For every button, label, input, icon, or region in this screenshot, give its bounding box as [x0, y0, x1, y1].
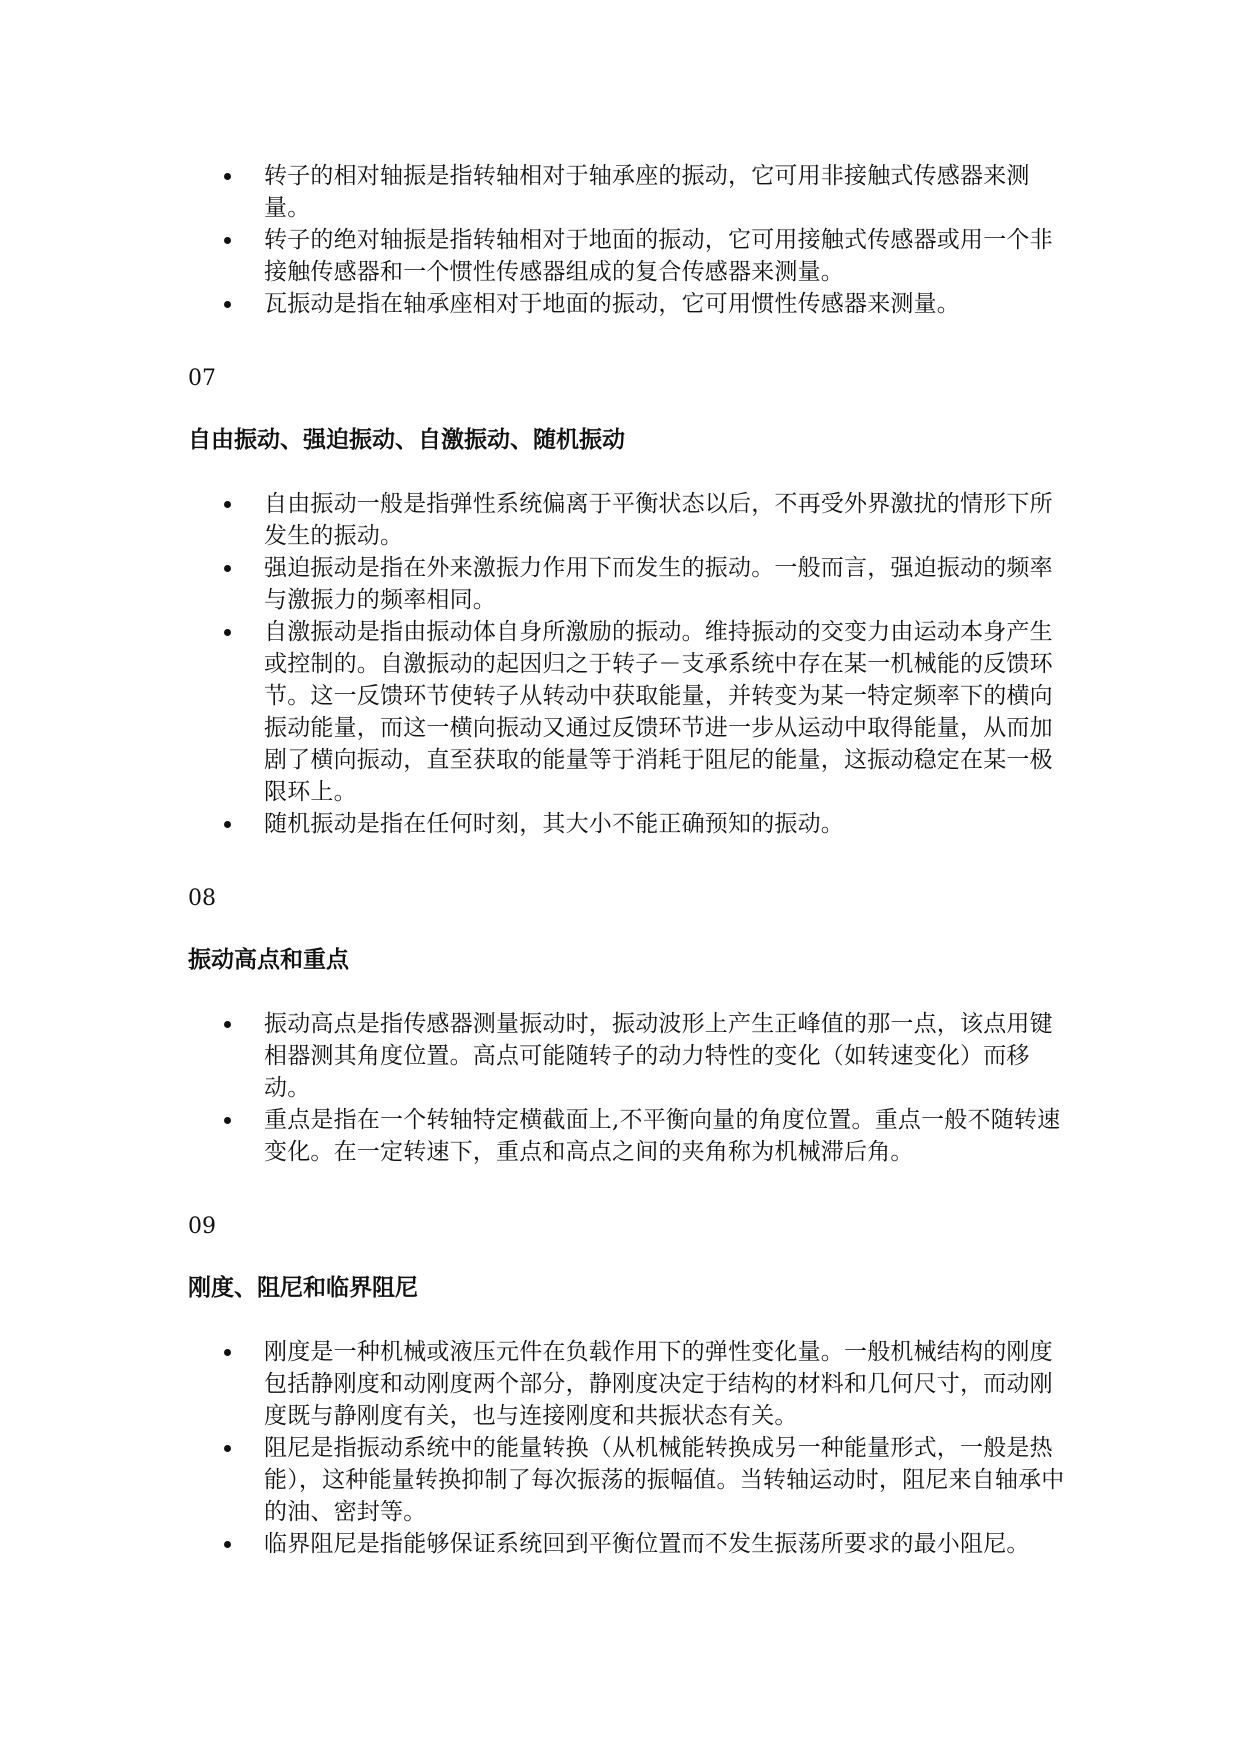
bullet-icon — [224, 1541, 231, 1548]
list-item — [188, 1336, 1068, 1432]
bullet-icon — [224, 1349, 231, 1356]
list-item-text: 强迫振动是指在外来激振力作用下而发生的振动。一般而言，强迫振动的频率与激振力的频率相同。 — [264, 555, 1053, 613]
bullet-icon — [224, 629, 231, 636]
list-item-text: 转子的相对轴振是指转轴相对于轴承座的振动，它可用非接触式传感器来测量。 — [264, 163, 1030, 221]
list-item-text: 瓦振动是指在轴承座相对于地面的振动，它可用惯性传感器来测量。 — [264, 291, 960, 317]
bullet-icon — [224, 821, 231, 828]
list-item-text: 阻尼是指振动系统中的能量转换（从机械能转换成另一种能量形式，一般是热能），这种能量转换抑制了每次振荡的振幅值。当转轴运动时，阻尼来自轴承中的油、密封等。 — [264, 1435, 1065, 1525]
list-item-text: 随机振动是指在任何时刻，其大小不能正确预知的振动。 — [264, 811, 844, 837]
list-item-text: 刚度是一种机械或液压元件在负载作用下的弹性变化量。一般机械结构的刚度包括静刚度和动刚度两个部分，静刚度决定于结构的材料和几何尺寸，而动刚度既与静刚度有关，也与连接刚度和共振状态有关。 — [264, 1339, 1053, 1429]
bullet-icon — [224, 1445, 231, 1452]
section-bullet-list — [188, 1336, 1068, 1560]
section-heading: 刚度、阻尼和临界阻尼 — [188, 1275, 418, 1301]
list-item — [188, 552, 1068, 616]
list-item — [188, 1104, 1068, 1168]
list-item-text: 自由振动一般是指弹性系统偏离于平衡状态以后，不再受外界激扰的情形下所发生的振动。 — [264, 491, 1053, 549]
list-item — [188, 288, 1068, 320]
list-item-text: 振动高点是指传感器测量振动时，振动波形上产生正峰值的那一点，该点用键相器测其角度位置。高点可能随转子的动力特性的变化（如转速变化）而移动。 — [264, 1011, 1053, 1101]
intro-bullet-list — [188, 160, 1068, 320]
bullet-icon — [224, 1117, 231, 1124]
bullet-icon — [224, 237, 231, 244]
section-number: 09 — [188, 1214, 216, 1239]
section-number: 08 — [188, 886, 216, 911]
list-item-text: 自激振动是指由振动体自身所激励的振动。维持振动的交变力由运动本身产生或控制的。自激振动的起因归之于转子－支承系统中存在某一机械能的反馈环节。这一反馈环节使转子从转动中获取能量，并转变为某一特定频率下的横向振动能量，而这一横向振动又通过反馈环节进一步从运动中取得能量，从而加剧了横向振动，直至获取的能量等于消耗于阻尼的能量，这振动稳定在某一极限环上。 — [264, 619, 1053, 805]
list-item — [188, 488, 1068, 552]
list-item — [188, 1528, 1068, 1560]
list-item — [188, 1432, 1068, 1528]
bullet-icon — [224, 565, 231, 572]
list-item — [188, 808, 1068, 840]
section-bullet-list — [188, 1008, 1068, 1168]
list-item — [188, 160, 1068, 224]
section-heading: 自由振动、强迫振动、自激振动、随机振动 — [188, 427, 625, 453]
list-item — [188, 1008, 1068, 1104]
document-content — [188, 160, 1068, 1560]
list-item-text: 转子的绝对轴振是指转轴相对于地面的振动，它可用接触式传感器或用一个非接触传感器和一个惯性传感器组成的复合传感器来测量。 — [264, 227, 1053, 285]
section-number: 07 — [188, 366, 216, 391]
section-heading: 振动高点和重点 — [188, 947, 349, 973]
list-item — [188, 616, 1068, 808]
bullet-icon — [224, 1021, 231, 1028]
list-item — [188, 224, 1068, 288]
bullet-icon — [224, 173, 231, 180]
list-item-text: 临界阻尼是指能够保证系统回到平衡位置而不发生振荡所要求的最小阻尼。 — [264, 1531, 1030, 1557]
bullet-icon — [224, 301, 231, 308]
section-bullet-list — [188, 488, 1068, 840]
bullet-icon — [224, 501, 231, 508]
list-item-text: 重点是指在一个转轴特定横截面上,不平衡向量的角度位置。重点一般不随转速变化。在一定转速下，重点和高点之间的夹角称为机械滞后角。 — [264, 1107, 1061, 1165]
